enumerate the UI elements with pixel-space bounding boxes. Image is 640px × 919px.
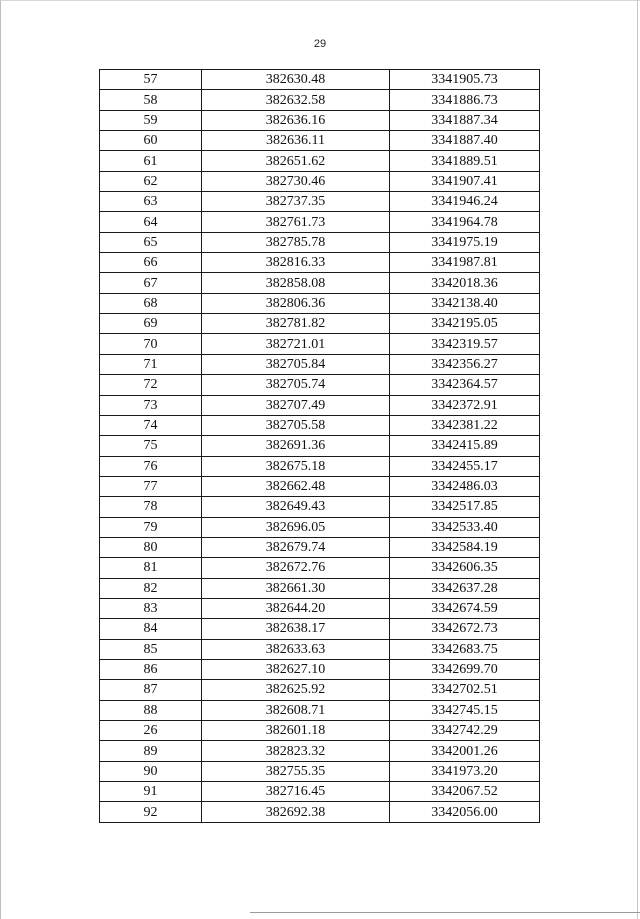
y-coordinate-cell: 3342674.59 [390, 598, 540, 618]
table-row [100, 761, 540, 781]
table-row [100, 151, 540, 171]
point-number-cell: 71 [100, 354, 202, 374]
x-coordinate-cell: 382661.30 [202, 578, 390, 598]
point-number-cell: 26 [100, 721, 202, 741]
y-coordinate-cell: 3341987.81 [390, 253, 540, 273]
point-number-cell: 65 [100, 232, 202, 252]
table-row [100, 171, 540, 191]
x-coordinate-cell: 382721.01 [202, 334, 390, 354]
y-coordinate-cell: 3342455.17 [390, 456, 540, 476]
y-coordinate-cell: 3342415.89 [390, 436, 540, 456]
y-coordinate-cell: 3342372.91 [390, 395, 540, 415]
x-coordinate-cell: 382651.62 [202, 151, 390, 171]
table-row [100, 741, 540, 761]
y-coordinate-cell: 3342195.05 [390, 314, 540, 334]
point-number-cell: 68 [100, 293, 202, 313]
x-coordinate-cell: 382644.20 [202, 598, 390, 618]
table-row [100, 558, 540, 578]
table-row [100, 212, 540, 232]
x-coordinate-cell: 382858.08 [202, 273, 390, 293]
y-coordinate-cell: 3342138.40 [390, 293, 540, 313]
bottom-rule [250, 912, 640, 913]
x-coordinate-cell: 382649.43 [202, 497, 390, 517]
table-row [100, 517, 540, 537]
table-row [100, 334, 540, 354]
x-coordinate-cell: 382636.16 [202, 110, 390, 130]
table-row [100, 680, 540, 700]
point-number-cell: 90 [100, 761, 202, 781]
table-row [100, 253, 540, 273]
table-row [100, 598, 540, 618]
table-row [100, 537, 540, 557]
right-edge-rule [637, 0, 638, 919]
y-coordinate-cell: 3342683.75 [390, 639, 540, 659]
point-number-cell: 58 [100, 90, 202, 110]
x-coordinate-cell: 382816.33 [202, 253, 390, 273]
x-coordinate-cell: 382601.18 [202, 721, 390, 741]
table-row [100, 314, 540, 334]
point-number-cell: 83 [100, 598, 202, 618]
table-row [100, 395, 540, 415]
point-number-cell: 87 [100, 680, 202, 700]
y-coordinate-cell: 3342745.15 [390, 700, 540, 720]
point-number-cell: 75 [100, 436, 202, 456]
x-coordinate-cell: 382823.32 [202, 741, 390, 761]
point-number-cell: 63 [100, 192, 202, 212]
table-row [100, 375, 540, 395]
point-number-cell: 80 [100, 537, 202, 557]
table-row [100, 659, 540, 679]
x-coordinate-cell: 382730.46 [202, 171, 390, 191]
y-coordinate-cell: 3342702.51 [390, 680, 540, 700]
x-coordinate-cell: 382672.76 [202, 558, 390, 578]
x-coordinate-cell: 382761.73 [202, 212, 390, 232]
y-coordinate-cell: 3342319.57 [390, 334, 540, 354]
table-row [100, 90, 540, 110]
point-number-cell: 85 [100, 639, 202, 659]
x-coordinate-cell: 382630.48 [202, 70, 390, 90]
x-coordinate-cell: 382691.36 [202, 436, 390, 456]
y-coordinate-cell: 3342018.36 [390, 273, 540, 293]
point-number-cell: 67 [100, 273, 202, 293]
x-coordinate-cell: 382625.92 [202, 680, 390, 700]
table-row [100, 456, 540, 476]
coordinate-table-body [100, 70, 540, 823]
x-coordinate-cell: 382662.48 [202, 476, 390, 496]
x-coordinate-cell: 382696.05 [202, 517, 390, 537]
point-number-cell: 88 [100, 700, 202, 720]
x-coordinate-cell: 382638.17 [202, 619, 390, 639]
y-coordinate-cell: 3341887.40 [390, 131, 540, 151]
point-number-cell: 61 [100, 151, 202, 171]
point-number-cell: 74 [100, 415, 202, 435]
x-coordinate-cell: 382632.58 [202, 90, 390, 110]
table-row [100, 273, 540, 293]
point-number-cell: 57 [100, 70, 202, 90]
table-row [100, 293, 540, 313]
table-row [100, 721, 540, 741]
point-number-cell: 78 [100, 497, 202, 517]
y-coordinate-cell: 3342584.19 [390, 537, 540, 557]
x-coordinate-cell: 382675.18 [202, 456, 390, 476]
page-number: 29 [313, 38, 327, 50]
y-coordinate-cell: 3341889.51 [390, 151, 540, 171]
x-coordinate-cell: 382633.63 [202, 639, 390, 659]
point-number-cell: 73 [100, 395, 202, 415]
table-row [100, 232, 540, 252]
y-coordinate-cell: 3342364.57 [390, 375, 540, 395]
x-coordinate-cell: 382705.58 [202, 415, 390, 435]
y-coordinate-cell: 3341964.78 [390, 212, 540, 232]
point-number-cell: 91 [100, 782, 202, 802]
y-coordinate-cell: 3342517.85 [390, 497, 540, 517]
table-row [100, 497, 540, 517]
table-row [100, 192, 540, 212]
x-coordinate-cell: 382627.10 [202, 659, 390, 679]
table-row [100, 354, 540, 374]
y-coordinate-cell: 3341946.24 [390, 192, 540, 212]
table-row [100, 476, 540, 496]
y-coordinate-cell: 3341905.73 [390, 70, 540, 90]
y-coordinate-cell: 3342742.29 [390, 721, 540, 741]
x-coordinate-cell: 382707.49 [202, 395, 390, 415]
x-coordinate-cell: 382679.74 [202, 537, 390, 557]
point-number-cell: 89 [100, 741, 202, 761]
table-row [100, 110, 540, 130]
x-coordinate-cell: 382716.45 [202, 782, 390, 802]
table-row [100, 782, 540, 802]
point-number-cell: 60 [100, 131, 202, 151]
point-number-cell: 82 [100, 578, 202, 598]
table-row [100, 415, 540, 435]
point-number-cell: 59 [100, 110, 202, 130]
y-coordinate-cell: 3341973.20 [390, 761, 540, 781]
point-number-cell: 92 [100, 802, 202, 822]
x-coordinate-cell: 382737.35 [202, 192, 390, 212]
y-coordinate-cell: 3342486.03 [390, 476, 540, 496]
table-row [100, 131, 540, 151]
y-coordinate-cell: 3342606.35 [390, 558, 540, 578]
y-coordinate-cell: 3342356.27 [390, 354, 540, 374]
point-number-cell: 77 [100, 476, 202, 496]
table-row [100, 802, 540, 822]
coordinate-table [99, 69, 540, 823]
table-row [100, 70, 540, 90]
x-coordinate-cell: 382785.78 [202, 232, 390, 252]
x-coordinate-cell: 382608.71 [202, 700, 390, 720]
x-coordinate-cell: 382705.84 [202, 354, 390, 374]
x-coordinate-cell: 382781.82 [202, 314, 390, 334]
y-coordinate-cell: 3341887.34 [390, 110, 540, 130]
x-coordinate-cell: 382692.38 [202, 802, 390, 822]
y-coordinate-cell: 3341886.73 [390, 90, 540, 110]
x-coordinate-cell: 382705.74 [202, 375, 390, 395]
point-number-cell: 81 [100, 558, 202, 578]
table-row [100, 619, 540, 639]
point-number-cell: 62 [100, 171, 202, 191]
table-row [100, 700, 540, 720]
point-number-cell: 66 [100, 253, 202, 273]
y-coordinate-cell: 3342699.70 [390, 659, 540, 679]
x-coordinate-cell: 382806.36 [202, 293, 390, 313]
x-coordinate-cell: 382636.11 [202, 131, 390, 151]
table-row [100, 578, 540, 598]
table-row [100, 639, 540, 659]
point-number-cell: 76 [100, 456, 202, 476]
y-coordinate-cell: 3342637.28 [390, 578, 540, 598]
point-number-cell: 84 [100, 619, 202, 639]
y-coordinate-cell: 3341975.19 [390, 232, 540, 252]
y-coordinate-cell: 3342672.73 [390, 619, 540, 639]
y-coordinate-cell: 3342056.00 [390, 802, 540, 822]
y-coordinate-cell: 3342533.40 [390, 517, 540, 537]
y-coordinate-cell: 3341907.41 [390, 171, 540, 191]
point-number-cell: 72 [100, 375, 202, 395]
y-coordinate-cell: 3342381.22 [390, 415, 540, 435]
x-coordinate-cell: 382755.35 [202, 761, 390, 781]
point-number-cell: 69 [100, 314, 202, 334]
point-number-cell: 86 [100, 659, 202, 679]
point-number-cell: 79 [100, 517, 202, 537]
table-row [100, 436, 540, 456]
y-coordinate-cell: 3342001.26 [390, 741, 540, 761]
y-coordinate-cell: 3342067.52 [390, 782, 540, 802]
point-number-cell: 70 [100, 334, 202, 354]
point-number-cell: 64 [100, 212, 202, 232]
